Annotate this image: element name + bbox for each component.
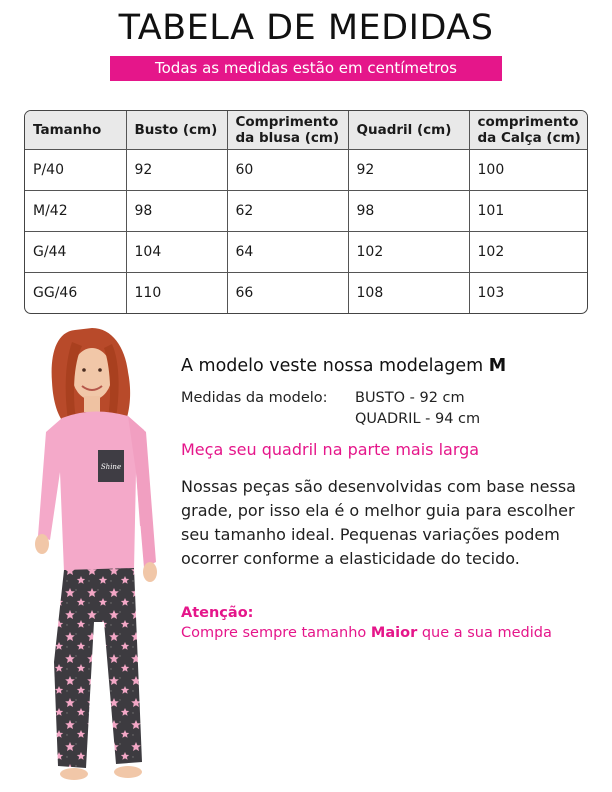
table-row <box>25 191 588 232</box>
cell-size: P/40 <box>25 150 126 191</box>
attention-message <box>181 625 552 641</box>
model-photo <box>20 322 172 787</box>
pants-shape <box>54 568 142 768</box>
cell-size: M/42 <box>25 191 126 232</box>
attention-emphasis: Maior <box>370 625 418 641</box>
col-header-bust: Busto (cm) <box>126 111 227 150</box>
cell-bust: 110 <box>126 273 227 314</box>
col-header-pants-length: comprimento da Calça (cm) <box>469 111 588 150</box>
table-header-row <box>25 111 588 150</box>
attention-heading: Atenção: <box>181 605 254 621</box>
cell-hip: 102 <box>348 232 469 273</box>
model-measures-label: Medidas da modelo: <box>181 390 328 406</box>
model-intro-text: A modelo veste nossa modelagem <box>181 356 484 376</box>
hip-measure-tip: Meça seu quadril na parte mais larga <box>181 440 480 459</box>
cell-pants-length: 103 <box>469 273 588 314</box>
col-header-size: Tamanho <box>25 111 126 150</box>
cell-hip: 92 <box>348 150 469 191</box>
cell-blouse-length: 62 <box>227 191 348 232</box>
cell-pants-length: 100 <box>469 150 588 191</box>
cell-blouse-length: 66 <box>227 273 348 314</box>
cell-blouse-length: 60 <box>227 150 348 191</box>
model-hip-value: QUADRIL - 94 cm <box>355 411 481 427</box>
size-table <box>24 110 588 314</box>
cell-size: GG/46 <box>25 273 126 314</box>
table-row <box>25 232 588 273</box>
cell-size: G/44 <box>25 232 126 273</box>
cell-blouse-length: 64 <box>227 232 348 273</box>
pocket-text: Shine <box>100 463 122 471</box>
cell-pants-length: 102 <box>469 232 588 273</box>
col-header-hip: Quadril (cm) <box>348 111 469 150</box>
fit-explanation: Nossas peças são desenvolvidas com base nessa grade, por isso ela é o melhor guia para escolher seu tamanho ideal. Pequenas variações podem ocorrer conforme a elasticidade do tecido. <box>181 477 576 568</box>
cell-hip: 98 <box>348 191 469 232</box>
col-header-blouse-length: Comprimento da blusa (cm) <box>227 111 348 150</box>
page-title: TABELA DE MEDIDAS <box>118 8 494 48</box>
attention-text-start: Compre sempre tamanho <box>181 625 367 641</box>
cell-bust: 104 <box>126 232 227 273</box>
cell-pants-length: 101 <box>469 191 588 232</box>
model-bust-value: BUSTO - 92 cm <box>355 390 465 406</box>
table-row <box>25 150 588 191</box>
unit-banner: Todas as medidas estão em centímetros <box>110 56 502 81</box>
cell-bust: 92 <box>126 150 227 191</box>
cell-bust: 98 <box>126 191 227 232</box>
model-size-value: M <box>488 356 507 376</box>
model-measurements <box>181 390 480 432</box>
attention-text-end: que a sua medida <box>421 625 552 641</box>
model-size-statement <box>181 356 506 376</box>
table-row <box>25 273 588 314</box>
cell-hip: 108 <box>348 273 469 314</box>
